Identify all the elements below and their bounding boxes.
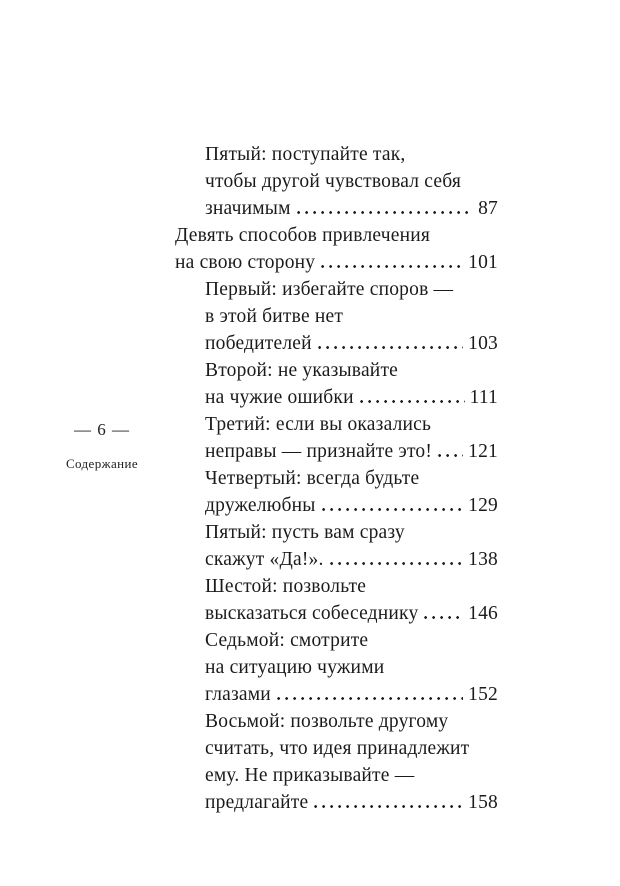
toc-entry-line: считать, что идея принадлежит	[205, 738, 470, 759]
toc-entry-text: дружелюбны	[205, 495, 316, 516]
toc-entry-line: Первый: избегайте споров —	[205, 279, 454, 300]
toc-entry	[175, 141, 498, 222]
toc-page-number: 152	[468, 684, 498, 705]
toc-entry-text: на свою сторону	[175, 252, 316, 273]
toc-entry-lastline	[205, 195, 498, 222]
toc-page-number: 111	[469, 387, 498, 408]
toc-entry	[175, 708, 498, 816]
toc-entry-line: Второй: не указывайте	[205, 360, 399, 381]
toc-entry-text: глазами	[205, 684, 271, 705]
toc-entry-line: Девять способов привлечения	[175, 225, 431, 246]
toc-entry-lastline	[205, 492, 498, 519]
running-caption: Содержание	[65, 456, 139, 471]
dot-leader	[277, 697, 463, 700]
dot-leader	[297, 211, 473, 214]
toc-entry-lastline	[205, 681, 498, 708]
toc-entry-lastline	[205, 789, 498, 816]
toc-page-number: 101	[468, 252, 498, 273]
toc-entry-lastline	[205, 546, 498, 573]
toc-entry	[175, 465, 498, 519]
toc-page-number: 138	[468, 549, 498, 570]
toc-entry-text: предлагайте	[205, 792, 309, 813]
toc-entry-lastline	[175, 249, 498, 276]
toc-entry-text: высказаться собеседнику	[205, 603, 419, 624]
toc-entry-line: Пятый: пусть вам сразу	[205, 522, 405, 543]
toc-entry-line: Третий: если вы оказались	[205, 414, 432, 435]
toc-entry	[175, 411, 498, 465]
toc-entry-line: ему. Не приказывайте —	[205, 765, 415, 786]
page-margin-block	[52, 420, 152, 472]
dot-leader	[424, 616, 463, 619]
toc-entry-text: значимым	[205, 198, 291, 219]
toc-entry	[175, 519, 498, 573]
toc-entry-text: скажут «Да!».	[205, 549, 324, 570]
toc-entry-line: Восьмой: позвольте другому	[205, 711, 449, 732]
toc-entry-line: Седьмой: смотрите	[205, 630, 369, 651]
toc-entry	[175, 357, 498, 411]
toc-entry-text: победителей	[205, 333, 312, 354]
toc-list	[175, 141, 498, 816]
toc-entry-lastline	[205, 600, 498, 627]
running-page-number: — 6 —	[74, 420, 130, 439]
toc-page-number: 158	[468, 792, 498, 813]
toc-entry-lastline	[205, 384, 498, 411]
toc-entry	[175, 627, 498, 708]
toc-entry-text: на чужие ошибки	[205, 387, 354, 408]
toc-entry-line: Четвертый: всегда будьте	[205, 468, 420, 489]
toc-entry-line: в этой битве нет	[205, 306, 344, 327]
toc-page-number: 129	[468, 495, 498, 516]
dot-leader	[314, 805, 463, 808]
toc-entry	[175, 222, 498, 276]
dot-leader	[321, 265, 463, 268]
dot-leader	[438, 454, 463, 457]
toc-entry-line: Шестой: позвольте	[205, 576, 367, 597]
dot-leader	[330, 562, 464, 565]
toc-entry-line: на ситуацию чужими	[205, 657, 385, 678]
toc-entry-lastline	[205, 330, 498, 357]
toc-entry-lastline	[205, 438, 498, 465]
toc-page-number: 121	[468, 441, 498, 462]
toc-entry	[175, 276, 498, 357]
toc-entry-line: Пятый: поступайте так,	[205, 144, 406, 165]
toc-entry-text: неправы — признайте это!	[205, 441, 433, 462]
dot-leader	[318, 346, 463, 349]
toc-page-number: 87	[478, 198, 498, 219]
dot-leader	[360, 400, 465, 403]
toc-entry	[175, 573, 498, 627]
toc-entry-line: чтобы другой чувствовал себя	[205, 171, 462, 192]
dot-leader	[322, 508, 464, 511]
toc-page-number: 146	[468, 603, 498, 624]
toc-page-number: 103	[468, 333, 498, 354]
